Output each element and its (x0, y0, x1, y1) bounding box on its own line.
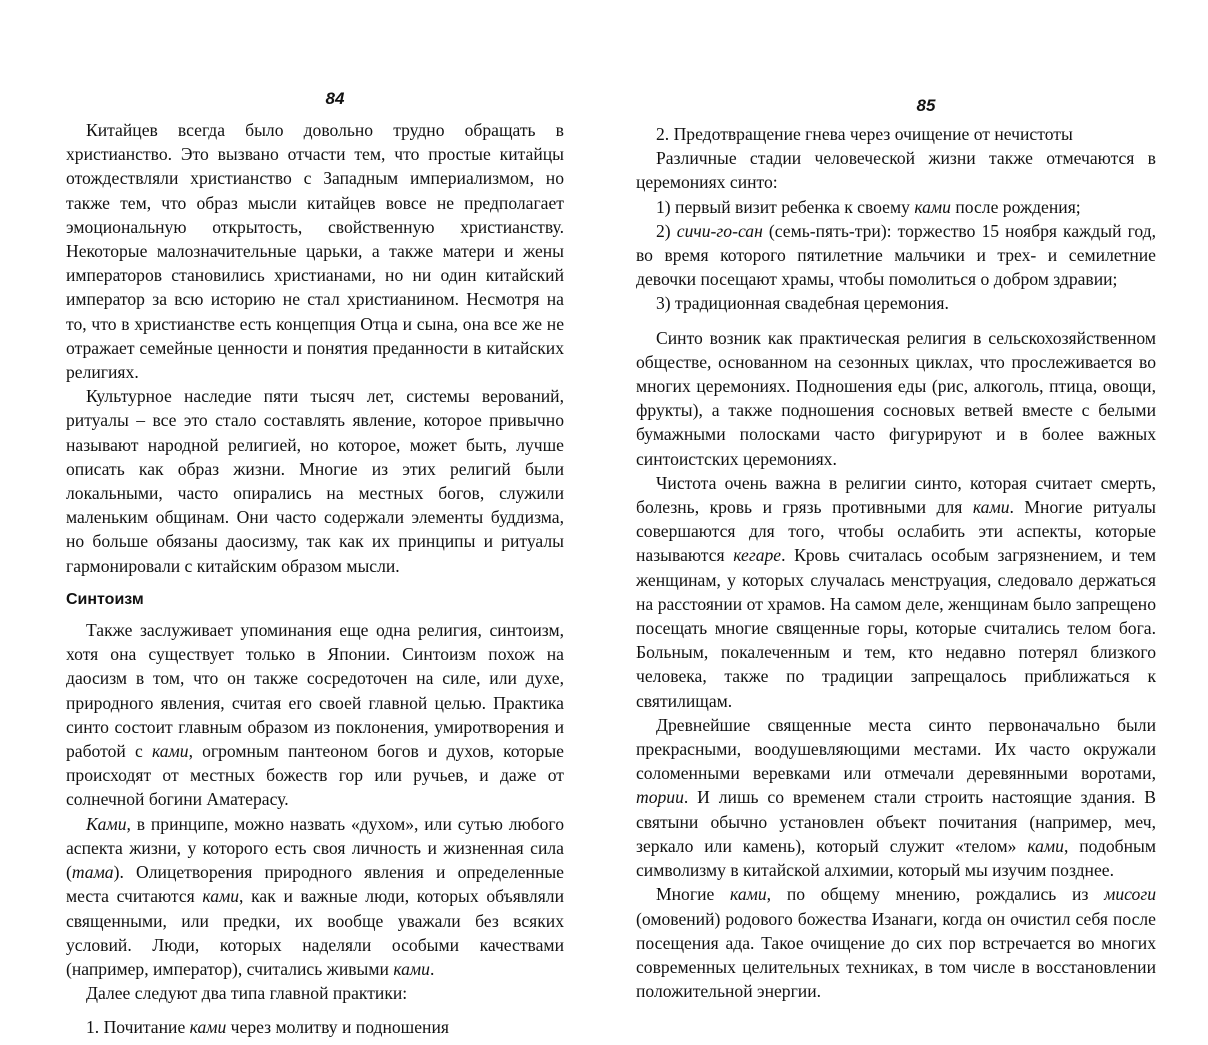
paragraph: Древнейшие священные места синто первоначально были прекрасными, воодушевляющими местами. Их часто окружали соломенными веревками или отмечали деревянными воротами, тории. И лишь со временем стали строить настоящие здания. В святыни обычно установлен объект почитания (например, меч, зеркало или камень), который служит «телом» ками, подобным символизму в китайской алхимии, который мы изучим позднее. (636, 714, 1156, 881)
list-item: 1) первый визит ребенка к своему ками после рождения; (656, 196, 1081, 217)
paragraph: Ками, в принципе, можно назвать «духом», или сутью любого аспекта жизни, у которого есть своя личность и жизненная сила (тама). Олицетворения природного явления и определенные места считаются ками, как и важные люди, которых объявляли священными, или предки, их вообще уважали без всяких условий. Люди, которых наделяли особыми качествами (например, император), считались живыми ками. (66, 813, 564, 979)
list-item: 1. Почитание ками через молитву и подношения (86, 1017, 449, 1038)
paragraph: Многие ками, по общему мнению, рождались из мисоги (омовений) родового божества Изанаги, когда он очистил себя после посещения ада. Такое очищение до сих пор встречается во многих современных целительных техниках, в том числе в восстановлении положительной энергии. (636, 884, 1156, 1002)
paragraph: Далее следуют два типа главной практики: (86, 983, 408, 1004)
section-heading: Синтоизм (66, 590, 144, 608)
list-item: 3) традиционная свадебная церемония. (656, 293, 949, 314)
paragraph: Культурное наследие пяти тысяч лет, системы верований, ритуалы – все это стало составлять явление, которое привычно называют народной религией, но которое, может быть, лучше описать как образ жизни. Многие из этих религий были локальными, часто опирались на местных богов, служили маленьким общинам. Они часто содержали элементы буддизма, но больше обязаны даосизму, так как их принципы и ритуалы гармонировали с китайским образом мысли. (66, 386, 564, 576)
paragraph: Китайцев всегда было довольно трудно обращать в христианство. Это вызвано отчасти тем, что простые китайцы отождествляли христианство с Западным империализмом, но также тем, что образ мысли китайцев вовсе не предполагает эмоциональную открытость, свойственную христианству. Некоторые малозначительные царьки, а также матери и жены императоров становились христианами, но ни один китайский император за всю историю не стал христианином. Несмотря на то, что в христианстве есть концепция Отца и сына, она все же не отражает семейные ценности и понятия преданности в китайских религиях. (66, 120, 564, 383)
list-item: 2. Предотвращение гнева через очищение от нечистоты (656, 124, 1073, 144)
page-number: 84 (325, 89, 345, 108)
paragraph: Различные стадии человеческой жизни также отмечаются в церемониях синто: (636, 148, 1156, 193)
paragraph: Также заслуживает упоминания еще одна религия, синтоизм, хотя она существует только в Японии. Синтоизм похож на даосизм в том, что он также сосредоточен на силе, или духе, природного явления, считая его своей главной целью. Практика синто состоит главным образом из поклонения, умиротворения и работой с ками, огромным пантеоном богов и духов, которые происходят от местных божеств гор или ручьев, и даже от солнечной богини Аматерасу. (66, 620, 564, 810)
page-text (66, 118, 564, 1040)
paragraph: Синто возник как практическая религия в сельскохозяйственном обществе, основанном на сезонных циклах, что прослеживается во многих церемониях. Подношения еды (рис, алкоголь, птица, овощи, фрукты), а также подношения сосновых ветвей вместе с белыми бумажными полосками часто фигурируют и в более важных синтоистских церемониях. (636, 327, 1156, 469)
list-item: 2) сичи-го-сан (семь-пять-три): торжество 15 ноября каждый год, во время которого пятилетние мальчики и трех- и семилетние девочки посещают храмы, чтобы помолиться о добром здравии; (636, 220, 1157, 290)
paragraph: Чистота очень важна в религии синто, которая считает смерть, болезнь, кровь и грязь противными для ками. Многие ритуалы совершаются для того, чтобы ослабить эти аспекты, которые называются кегаре. Кровь считалась особым загрязнением, и тем женщинам, у которых случалась менструация, следовало держаться на расстоянии от храмов. На самом деле, женщинам было запрещено посещать многие священные горы, которые считались телом бога. Больным, покалеченным и тем, кто недавно потерял близкого человека, также по традиции запрещалось приближаться к святилищам. (636, 472, 1156, 711)
page-number: 85 (916, 96, 936, 115)
page-text (636, 122, 1156, 1003)
